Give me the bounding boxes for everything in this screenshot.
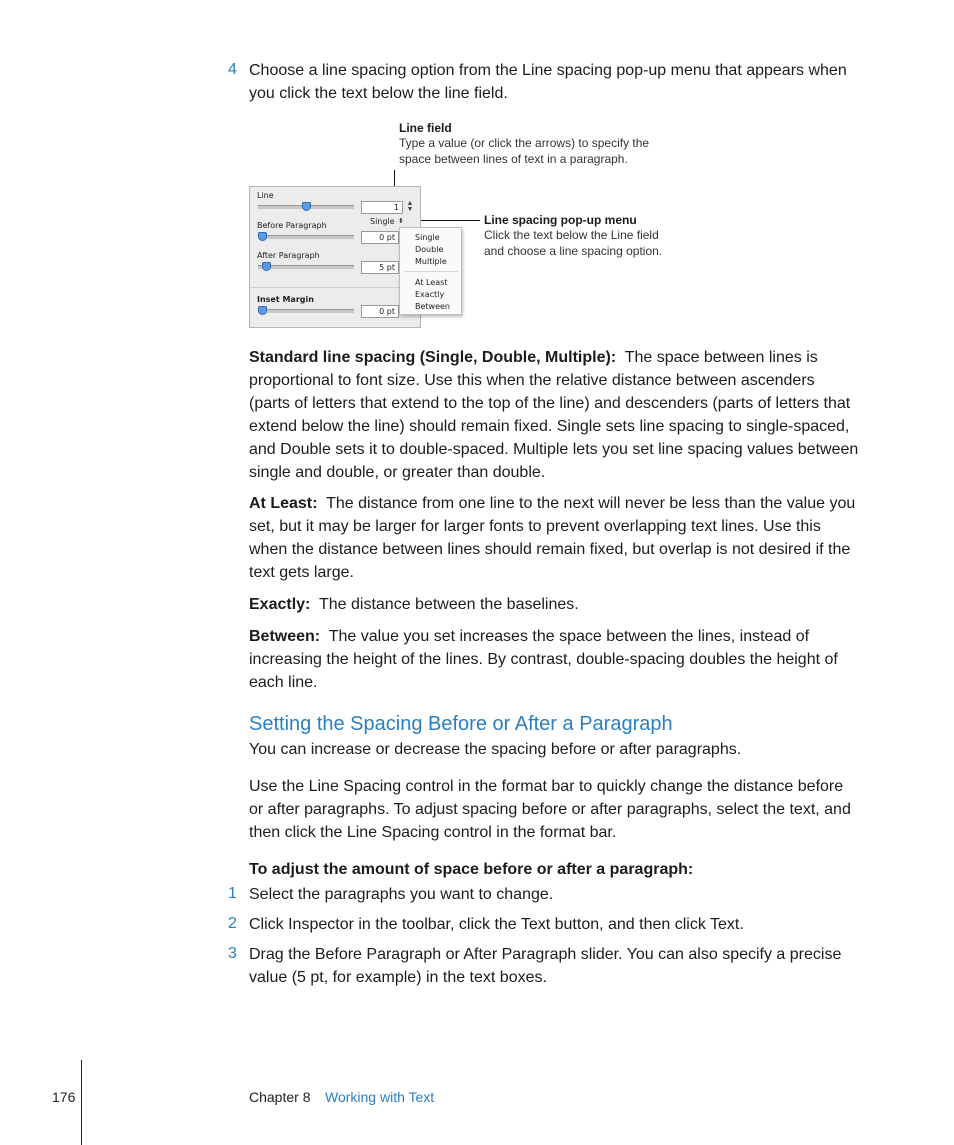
- step-4-line-2: you click the text below the line field.: [249, 85, 508, 102]
- popup-callout-title: Line spacing pop-up menu: [484, 213, 637, 227]
- before-paragraph-label: Before Paragraph: [257, 221, 327, 230]
- step-number: 1: [228, 885, 237, 902]
- between-term: Between:: [249, 628, 321, 645]
- inset-slider-knob[interactable]: [258, 306, 267, 315]
- standard-spacing-paragraph: Standard line spacing (Single, Double, Multiple): The space between lines is proportional to font size. Use this when the relative distance between ascenders (parts of letters that extend to the top of the line) and descenders (parts of letters that extend below the line) should remain fixed. Single sets line spacing to single-spaced, and Double sets it to double-spaced. Multiple lets you set line spacing values between single and double, or greater than double.: [249, 349, 859, 481]
- line-spacing-popup-label[interactable]: Single: [370, 217, 395, 226]
- line-label: Line: [257, 191, 274, 200]
- at-least-term: At Least:: [249, 495, 318, 512]
- popup-callout-desc-1: Click the text below the Line field: [484, 228, 659, 242]
- step-number: 2: [228, 915, 237, 932]
- section-heading: Setting the Spacing Before or After a Paragraph: [249, 713, 673, 735]
- inset-margin-label: Inset Margin: [257, 295, 314, 304]
- task-heading: To adjust the amount of space before or after a paragraph:: [249, 861, 694, 878]
- step-2-text: Click Inspector in the toolbar, click the Text button, and then click Text.: [249, 916, 744, 933]
- popup-callout-desc-2: and choose a line spacing option.: [484, 244, 663, 258]
- line-field[interactable]: 1: [361, 201, 403, 214]
- standard-spacing-term: Standard line spacing (Single, Double, Multiple):: [249, 349, 617, 366]
- line-spacing-popup-menu: [399, 227, 462, 315]
- popup-arrows-icon[interactable]: ⬍: [398, 218, 404, 225]
- footer-chapter: Chapter 8: [249, 1089, 311, 1105]
- before-slider-knob[interactable]: [258, 232, 267, 241]
- exactly-paragraph: Exactly: The distance between the baselines.: [249, 596, 579, 613]
- after-paragraph-field[interactable]: 5 pt: [361, 261, 399, 274]
- inspector-divider: [250, 287, 420, 288]
- before-slider-track[interactable]: [258, 235, 354, 239]
- section-paragraph: Use the Line Spacing control in the format bar to quickly change the distance before or after paragraphs. To adjust spacing before or after paragraphs, select the text, and then click the Line Spacing control in the format bar.: [249, 778, 851, 841]
- popup-option-exactly[interactable]: Exactly: [415, 290, 445, 299]
- after-slider-knob[interactable]: [262, 262, 271, 271]
- line-field-callout-desc-1: Type a value (or click the arrows) to specify the: [399, 136, 650, 150]
- line-field-callout: [399, 121, 649, 167]
- line-field-callout-title: Line field: [399, 121, 452, 135]
- popup-option-double[interactable]: Double: [415, 245, 444, 254]
- line-field-callout-desc-2: space between lines of text in a paragraph.: [399, 152, 628, 166]
- after-slider-track[interactable]: [258, 265, 354, 269]
- footer-rule: [81, 1060, 82, 1145]
- at-least-paragraph: At Least: The distance from one line to the next will never be less than the value you set, but it may be larger for larger fonts to prevent overlapping text lines. Use this when the distance between lines should remain fixed, but overlap is not desired if the text gets large.: [249, 495, 856, 581]
- popup-callout: [484, 213, 662, 259]
- footer-chapter-title[interactable]: Working with Text: [325, 1089, 435, 1105]
- line-slider-knob[interactable]: [302, 202, 311, 211]
- popup-separator: [404, 271, 458, 272]
- section-intro: You can increase or decrease the spacing before or after paragraphs.: [249, 741, 742, 758]
- popup-option-single[interactable]: Single: [415, 233, 440, 242]
- step-4-line-1: Choose a line spacing option from the Line spacing pop-up menu that appears when: [249, 62, 847, 79]
- text-inspector-screenshot: [249, 186, 421, 328]
- step-4-text: [249, 59, 874, 105]
- popup-option-multiple[interactable]: Multiple: [415, 257, 447, 266]
- popup-option-between[interactable]: Between: [415, 302, 451, 311]
- before-paragraph-field[interactable]: 0 pt: [361, 231, 399, 244]
- step-number: 3: [228, 945, 237, 962]
- page-number: 176: [52, 1089, 76, 1105]
- inset-margin-field[interactable]: 0 pt: [361, 305, 399, 318]
- inset-slider-track[interactable]: [258, 309, 354, 313]
- exactly-term: Exactly:: [249, 596, 311, 613]
- after-paragraph-label: After Paragraph: [257, 251, 320, 260]
- step-1-text: Select the paragraphs you want to change.: [249, 886, 554, 903]
- line-stepper-icon[interactable]: ▲ ▼: [406, 200, 414, 213]
- step-number: 4: [228, 61, 237, 78]
- between-paragraph: Between: The value you set increases the space between the lines, instead of increasing the height of the lines. By contrast, double-spacing doubles the height of each line.: [249, 628, 838, 691]
- step-3-text: Drag the Before Paragraph or After Paragraph slider. You can also specify a precise value (5 pt, for example) in the text boxes.: [249, 946, 842, 986]
- popup-option-at-least[interactable]: At Least: [415, 278, 448, 287]
